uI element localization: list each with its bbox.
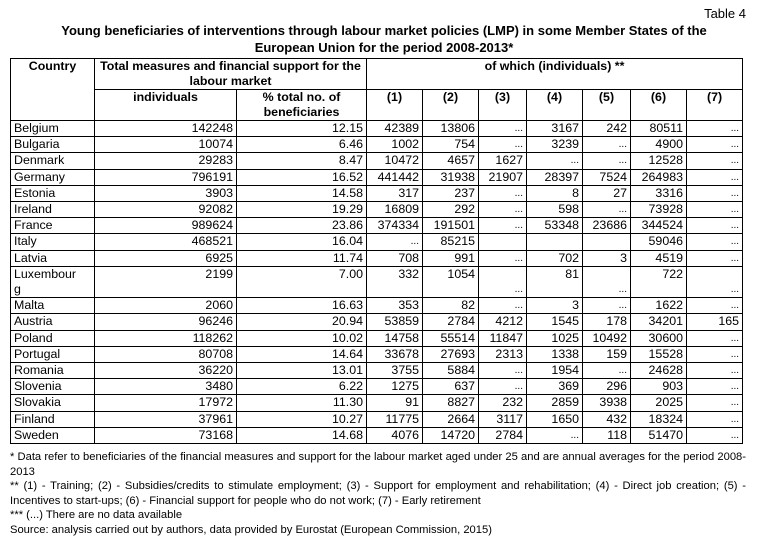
cell-country: Slovenia <box>11 379 95 395</box>
cell-col-7: ... <box>687 363 743 379</box>
table-row <box>11 346 743 362</box>
cell-col-2: 82 <box>423 298 479 314</box>
cell-col-2: 8827 <box>423 395 479 411</box>
cell-individuals: 142248 <box>95 121 237 137</box>
cell-col-6: 59046 <box>631 234 687 250</box>
cell-individuals: 3480 <box>95 379 237 395</box>
cell-col-2: 754 <box>423 137 479 153</box>
cell-pct: 23.86 <box>237 218 367 234</box>
cell-col-3: ... <box>479 137 527 153</box>
cell-col-5: ... <box>583 202 631 218</box>
cell-col-5: 3938 <box>583 395 631 411</box>
header-col-1: (1) <box>367 89 423 121</box>
cell-pct: 6.22 <box>237 379 367 395</box>
cell-col-6: 3316 <box>631 185 687 201</box>
header-pct-beneficiaries: % total no. of beneficiaries <box>237 90 367 121</box>
cell-col-2: 55514 <box>423 330 479 346</box>
cell-col-6: 34201 <box>631 314 687 330</box>
cell-individuals: 3903 <box>95 185 237 201</box>
cell-col-3: 1627 <box>479 153 527 169</box>
cell-country: Portugal <box>11 346 95 362</box>
cell-col-7: ... <box>687 346 743 362</box>
cell-col-4: 53348 <box>527 218 583 234</box>
table-row <box>11 137 743 153</box>
table-row <box>11 218 743 234</box>
cell-pct: 14.58 <box>237 185 367 201</box>
cell-country: France <box>11 218 95 234</box>
cell-col-4: 8 <box>527 185 583 201</box>
table-title <box>0 22 768 56</box>
cell-col-6: 12528 <box>631 153 687 169</box>
cell-col-3: ... <box>479 298 527 314</box>
table-number: Table 4 <box>704 6 746 21</box>
cell-col-1: 317 <box>367 185 423 201</box>
footnotes <box>10 450 746 538</box>
cell-col-5: 296 <box>583 379 631 395</box>
cell-col-5: 178 <box>583 314 631 330</box>
cell-pct: 19.29 <box>237 202 367 218</box>
cell-individuals: 92082 <box>95 202 237 218</box>
cell-col-1: 14758 <box>367 330 423 346</box>
data-table <box>10 58 743 444</box>
cell-pct: 14.64 <box>237 346 367 362</box>
cell-pct: 11.30 <box>237 395 367 411</box>
table-row <box>11 395 743 411</box>
cell-col-7: ... <box>687 330 743 346</box>
table-row <box>11 234 743 250</box>
cell-pct: 6.46 <box>237 137 367 153</box>
cell-col-1: 332 <box>367 266 423 297</box>
cell-individuals: 118262 <box>95 330 237 346</box>
cell-col-7: ... <box>687 298 743 314</box>
cell-col-2: 27693 <box>423 346 479 362</box>
cell-individuals: 468521 <box>95 234 237 250</box>
cell-col-2: 13806 <box>423 121 479 137</box>
header-col-5: (5) <box>583 89 631 121</box>
cell-pct: 12.15 <box>237 121 367 137</box>
cell-country: Finland <box>11 411 95 427</box>
cell-individuals: 36220 <box>95 363 237 379</box>
cell-col-7: ... <box>687 266 743 297</box>
cell-col-2: 191501 <box>423 218 479 234</box>
cell-col-4: 3167 <box>527 121 583 137</box>
cell-col-2: 2664 <box>423 411 479 427</box>
header-col-7: (7) <box>687 89 743 121</box>
cell-col-1: 708 <box>367 250 423 266</box>
table-row <box>11 379 743 395</box>
title-line-2: European Union for the period 2008-2013* <box>254 40 514 55</box>
table-row <box>11 411 743 427</box>
cell-individuals: 6925 <box>95 250 237 266</box>
cell-col-5: ... <box>583 153 631 169</box>
header-col-4: (4) <box>527 89 583 121</box>
cell-individuals: 989624 <box>95 218 237 234</box>
cell-country: Latvia <box>11 250 95 266</box>
cell-col-2: 292 <box>423 202 479 218</box>
cell-col-1: 42389 <box>367 121 423 137</box>
cell-col-3: ... <box>479 218 527 234</box>
header-country: Country <box>11 59 95 90</box>
cell-col-1: ... <box>367 234 423 250</box>
cell-col-6: 15528 <box>631 346 687 362</box>
cell-col-3 <box>479 234 527 250</box>
cell-col-5 <box>583 234 631 250</box>
cell-col-1: 10472 <box>367 153 423 169</box>
cell-col-7: ... <box>687 121 743 137</box>
cell-col-7: ... <box>687 185 743 201</box>
cell-col-2: 31938 <box>423 169 479 185</box>
cell-pct: 10.27 <box>237 411 367 427</box>
cell-country: Romania <box>11 363 95 379</box>
cell-col-4: 369 <box>527 379 583 395</box>
cell-col-2: 1054 <box>423 266 479 297</box>
cell-pct: 7.00 <box>237 266 367 297</box>
cell-col-1: 11775 <box>367 411 423 427</box>
cell-col-4: 28397 <box>527 169 583 185</box>
table-row <box>11 153 743 169</box>
cell-pct: 8.47 <box>237 153 367 169</box>
footnote-3: *** (...) There are no data available <box>10 509 183 522</box>
cell-col-2: 991 <box>423 250 479 266</box>
cell-col-7: ... <box>687 411 743 427</box>
cell-col-7: ... <box>687 202 743 218</box>
cell-individuals: 796191 <box>95 169 237 185</box>
cell-country: Luxembour g <box>11 266 95 297</box>
cell-col-1: 3755 <box>367 363 423 379</box>
cell-col-3: ... <box>479 121 527 137</box>
cell-individuals: 29283 <box>95 153 237 169</box>
cell-col-6: 80511 <box>631 121 687 137</box>
header-col-2: (2) <box>423 89 479 121</box>
cell-col-5: 3 <box>583 250 631 266</box>
cell-col-6: 2025 <box>631 395 687 411</box>
cell-col-7: ... <box>687 250 743 266</box>
cell-col-5: ... <box>583 137 631 153</box>
cell-col-3: 11847 <box>479 330 527 346</box>
cell-pct: 10.02 <box>237 330 367 346</box>
cell-col-3: 232 <box>479 395 527 411</box>
cell-pct: 11.74 <box>237 250 367 266</box>
footnote-2: ** (1) - Training; (2) - Subsidies/credits to stimulate employment; (3) - Support for employment and rehabilitation; (4) - Direct job creation; (5) - Incentives to start-ups; (6) - Financial support for people who do not work; (7) - Early retirement <box>10 480 746 507</box>
cell-col-1: 1275 <box>367 379 423 395</box>
cell-country: Slovakia <box>11 395 95 411</box>
cell-col-5: 242 <box>583 121 631 137</box>
cell-pct: 16.04 <box>237 234 367 250</box>
cell-col-3: 2313 <box>479 346 527 362</box>
cell-col-2: 4657 <box>423 153 479 169</box>
cell-col-6: 344524 <box>631 218 687 234</box>
header-of-which: of which (individuals) ** <box>367 59 743 90</box>
cell-col-4: 1025 <box>527 330 583 346</box>
cell-col-4: 2859 <box>527 395 583 411</box>
cell-col-6: 24628 <box>631 363 687 379</box>
cell-col-5: 27 <box>583 185 631 201</box>
table-row <box>11 169 743 185</box>
cell-col-2: 637 <box>423 379 479 395</box>
cell-col-2: 5884 <box>423 363 479 379</box>
cell-col-3: ... <box>479 379 527 395</box>
cell-col-3: 4212 <box>479 314 527 330</box>
cell-col-2: 14720 <box>423 427 479 443</box>
cell-col-3: ... <box>479 363 527 379</box>
cell-col-5: 10492 <box>583 330 631 346</box>
cell-country: Denmark <box>11 153 95 169</box>
table-row <box>11 121 743 137</box>
cell-col-4: 81 <box>527 266 583 297</box>
cell-col-7: ... <box>687 427 743 443</box>
footnote-source: Source: analysis carried out by authors, data provided by Eurostat (European Commission, 2015) <box>10 523 492 536</box>
cell-col-5: 432 <box>583 411 631 427</box>
cell-individuals: 96246 <box>95 314 237 330</box>
table-row <box>11 266 743 297</box>
header-country-spacer-2 <box>11 90 95 121</box>
cell-col-1: 33678 <box>367 346 423 362</box>
cell-country: Poland <box>11 330 95 346</box>
cell-col-7: ... <box>687 218 743 234</box>
cell-col-6: 722 <box>631 266 687 297</box>
cell-col-5: ... <box>583 298 631 314</box>
cell-col-3: 21907 <box>479 169 527 185</box>
header-total-measures: Total measures and financial support for the labour market <box>95 59 367 90</box>
cell-col-7: ... <box>687 169 743 185</box>
cell-col-7: ... <box>687 234 743 250</box>
cell-col-4 <box>527 234 583 250</box>
cell-col-7: ... <box>687 379 743 395</box>
cell-col-4: 1338 <box>527 346 583 362</box>
cell-col-5: ... <box>583 363 631 379</box>
cell-col-1: 4076 <box>367 427 423 443</box>
title-line-1: Young beneficiaries of interventions through labour market policies (LMP) in some Member States of the <box>61 23 707 38</box>
cell-col-3: 3117 <box>479 411 527 427</box>
cell-col-1: 1002 <box>367 137 423 153</box>
cell-col-4: ... <box>527 427 583 443</box>
table-row <box>11 185 743 201</box>
cell-individuals: 2199 <box>95 266 237 297</box>
cell-individuals: 37961 <box>95 411 237 427</box>
cell-col-4: 1954 <box>527 363 583 379</box>
cell-pct: 20.94 <box>237 314 367 330</box>
table-row <box>11 250 743 266</box>
cell-pct: 16.52 <box>237 169 367 185</box>
cell-col-1: 53859 <box>367 314 423 330</box>
cell-country: Italy <box>11 234 95 250</box>
cell-individuals: 2060 <box>95 298 237 314</box>
header-col-3: (3) <box>479 89 527 121</box>
table-row <box>11 202 743 218</box>
cell-col-5: 7524 <box>583 169 631 185</box>
cell-col-6: 903 <box>631 379 687 395</box>
cell-col-2: 85215 <box>423 234 479 250</box>
cell-col-4: 1545 <box>527 314 583 330</box>
cell-col-3: 2784 <box>479 427 527 443</box>
cell-pct: 14.68 <box>237 427 367 443</box>
cell-country: Germany <box>11 169 95 185</box>
cell-col-5: 118 <box>583 427 631 443</box>
cell-individuals: 10074 <box>95 137 237 153</box>
cell-col-3: ... <box>479 202 527 218</box>
footnote-1: * Data refer to beneficiaries of the financial measures and support for the labour market aged under 25 and are annual averages for the period 2008-2013 <box>10 451 746 478</box>
cell-country: Austria <box>11 314 95 330</box>
cell-individuals: 73168 <box>95 427 237 443</box>
cell-individuals: 17972 <box>95 395 237 411</box>
cell-col-1: 91 <box>367 395 423 411</box>
cell-country: Malta <box>11 298 95 314</box>
header-individuals: individuals <box>95 90 237 121</box>
cell-col-5: 159 <box>583 346 631 362</box>
cell-col-3: ... <box>479 250 527 266</box>
cell-country: Ireland <box>11 202 95 218</box>
cell-col-7: 165 <box>687 314 743 330</box>
table-row <box>11 363 743 379</box>
cell-col-6: 30600 <box>631 330 687 346</box>
cell-country: Belgium <box>11 121 95 137</box>
cell-col-6: 18324 <box>631 411 687 427</box>
table-row <box>11 314 743 330</box>
cell-col-4: 3239 <box>527 137 583 153</box>
table-row <box>11 330 743 346</box>
cell-col-3: ... <box>479 185 527 201</box>
cell-col-1: 374334 <box>367 218 423 234</box>
cell-col-6: 51470 <box>631 427 687 443</box>
cell-col-1: 353 <box>367 298 423 314</box>
cell-col-6: 1622 <box>631 298 687 314</box>
cell-col-4: 3 <box>527 298 583 314</box>
cell-country: Bulgaria <box>11 137 95 153</box>
cell-col-5: 23686 <box>583 218 631 234</box>
cell-col-4: 1650 <box>527 411 583 427</box>
cell-col-5: ... <box>583 266 631 297</box>
cell-col-1: 441442 <box>367 169 423 185</box>
cell-col-3: ... <box>479 266 527 297</box>
cell-country: Sweden <box>11 427 95 443</box>
cell-col-6: 4900 <box>631 137 687 153</box>
cell-col-6: 73928 <box>631 202 687 218</box>
cell-col-7: ... <box>687 137 743 153</box>
cell-col-4: 702 <box>527 250 583 266</box>
cell-col-1: 16809 <box>367 202 423 218</box>
cell-col-2: 237 <box>423 185 479 201</box>
cell-col-7: ... <box>687 153 743 169</box>
table-row <box>11 298 743 314</box>
table-row <box>11 427 743 443</box>
cell-pct: 16.63 <box>237 298 367 314</box>
header-col-6: (6) <box>631 89 687 121</box>
cell-individuals: 80708 <box>95 346 237 362</box>
cell-pct: 13.01 <box>237 363 367 379</box>
cell-col-2: 2784 <box>423 314 479 330</box>
cell-country: Estonia <box>11 185 95 201</box>
cell-col-6: 4519 <box>631 250 687 266</box>
cell-col-4: 598 <box>527 202 583 218</box>
cell-col-7: ... <box>687 395 743 411</box>
cell-col-4: ... <box>527 153 583 169</box>
cell-col-6: 264983 <box>631 169 687 185</box>
